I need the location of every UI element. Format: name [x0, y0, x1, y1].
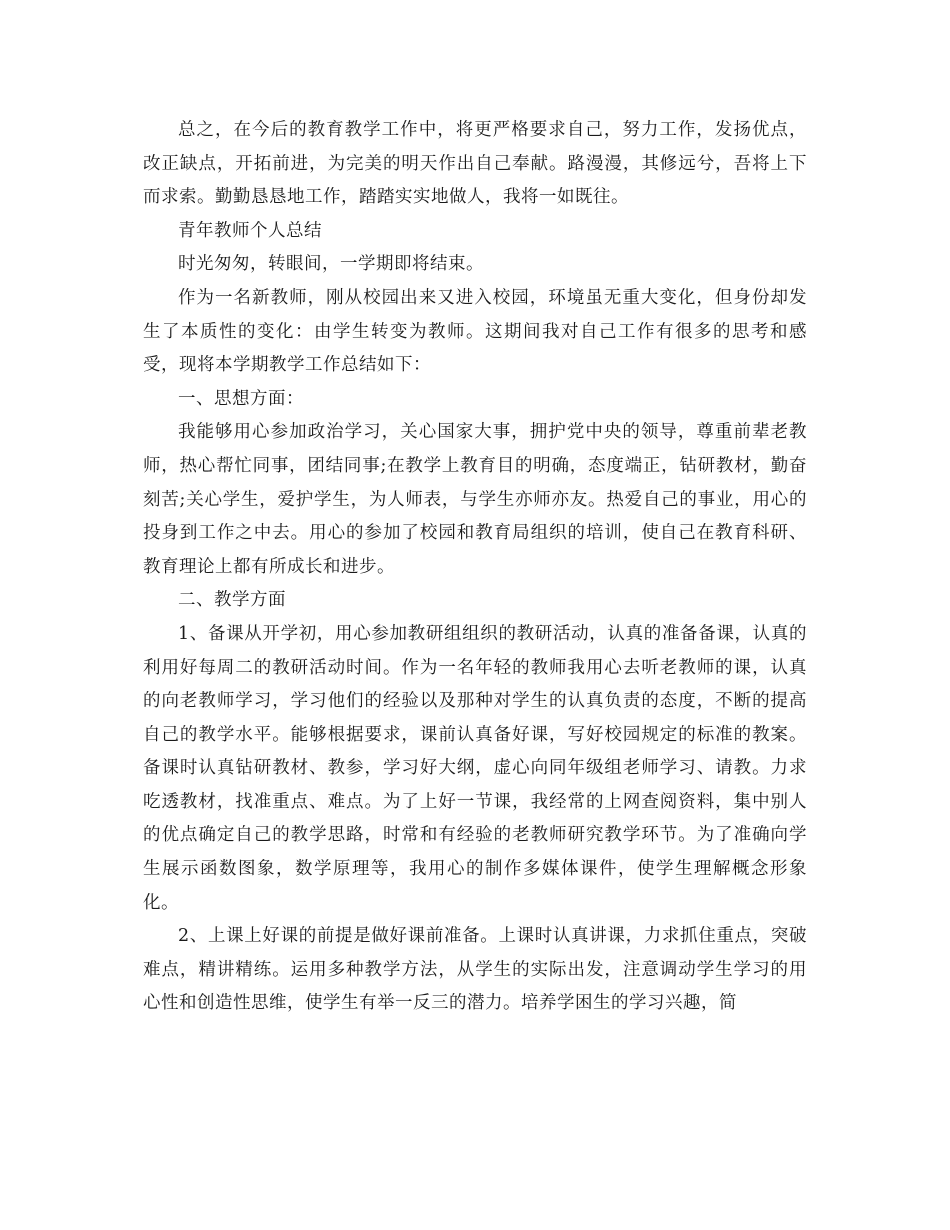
document-body — [143, 114, 807, 1021]
paragraph-thought: 我能够用心参加政治学习，关心国家大事，拥护党中央的领导，尊重前辈老教师，热心帮忙同事，团结同事;在教学上教育目的明确，态度端正，钻研教材，勤奋刻苦;关心学生，爱护学生，为人师表，与学生亦师亦友。热爱自己的事业，用心的投身到工作之中去。用心的参加了校园和教育局组织的培训，使自己在教育科研、教育理论上都有所成长和进步。 — [143, 422, 807, 577]
paragraph-conclusion: 总之，在今后的教育教学工作中，将更严格要求自己，努力工作，发扬优点，改正缺点，开拓前进，为完美的明天作出自己奉献。路漫漫，其修远兮，吾将上下而求索。勤勤恳恳地工作，踏踏实实地做人，我将一如既往。 — [143, 120, 807, 208]
paragraph-background: 作为一名新教师，刚从校园出来又进入校园，环境虽无重大变化，但身份却发生了本质性的变化：由学生转变为教师。这期间我对自己工作有很多的思考和感受，现将本学期教学工作总结如下： — [143, 287, 807, 376]
heading-thought: 一、思想方面： — [178, 388, 304, 409]
paragraph-intro: 时光匆匆，转眼间，一学期即将结束。 — [178, 254, 484, 275]
heading-teaching: 二、教学方面 — [178, 590, 286, 611]
paragraph-lesson-prep: 1、备课从开学初，用心参加教研组组织的教研活动，认真的准备备课，认真的利用好每周二的教研活动时间。作为一名年轻的教师我用心去听老教师的课，认真的向老教师学习，学习他们的经验以及那种对学生的认真负责的态度，不断的提高自己的教学水平。能够根据要求，课前认真备好课，写好校园规定的标准的教案。备课时认真钻研教材、教参，学习好大纲，虚心向同年级组老师学习、请教。力求吃透教材，找准重点、难点。为了上好一节课，我经常的上网查阅资料，集中别人的优点确定自己的教学思路，时常和有经验的老教师研究教学环节。为了准确向学生展示函数图象，数学原理等，我用心的制作多媒体课件，使学生理解概念形象化。 — [143, 623, 807, 913]
paragraph-class-teaching: 2、上课上好课的前提是做好课前准备。上课时认真讲课，力求抓住重点，突破难点，精讲精练。运用多种教学方法，从学生的实际出发，注意调动学生学习的用心性和创造性思维，使学生有举一反三的潜力。培养学困生的学习兴趣，简 — [143, 926, 807, 1014]
section-title: 青年教师个人总结 — [178, 220, 322, 241]
